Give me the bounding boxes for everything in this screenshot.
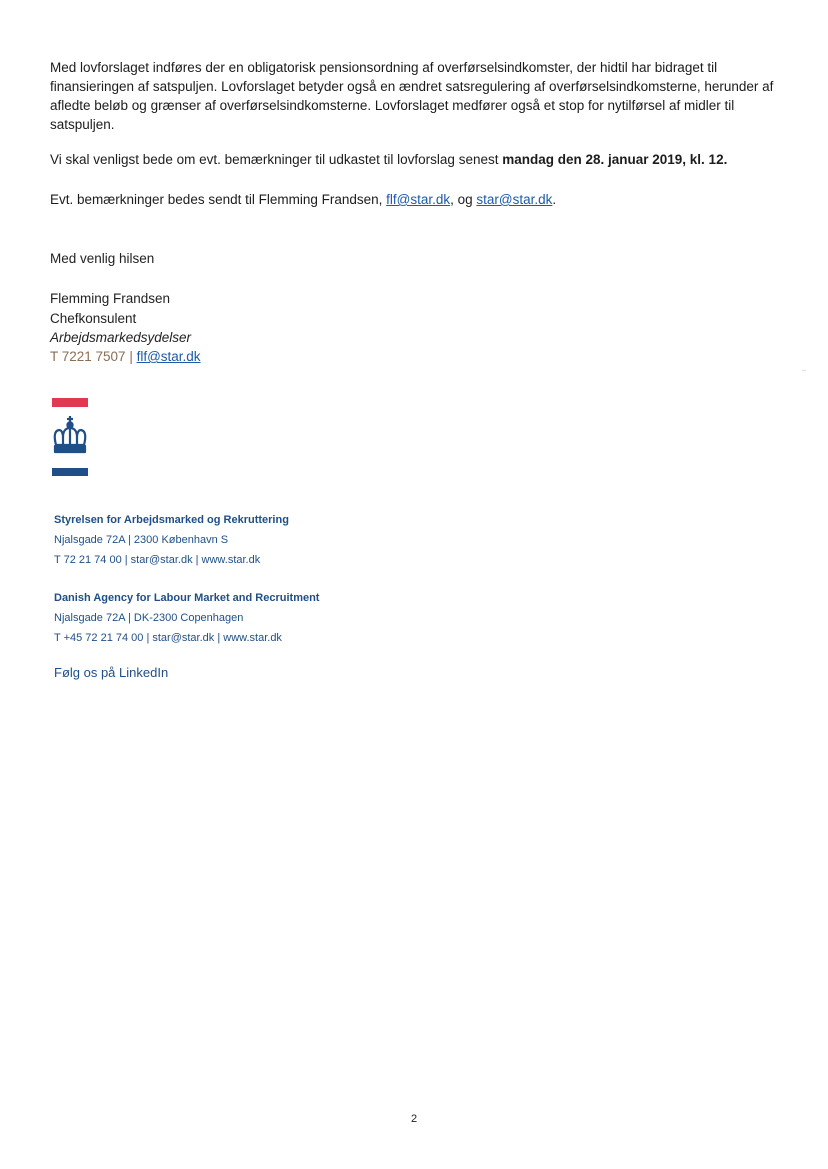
logo-red-bar	[52, 398, 88, 407]
signature-department: Arbejdsmarkedsydelser	[50, 330, 192, 345]
agency-name-danish: Styrelsen for Arbejdsmarked og Rekruttering	[54, 514, 289, 526]
signature-name: Flemming Frandsen	[50, 291, 171, 306]
agency-contact-danish: T 72 21 74 00 | star@star.dk | www.star.dk	[54, 554, 261, 566]
page-number: 2	[410, 1113, 418, 1125]
signature-email-link[interactable]: flf@star.dk	[136, 349, 201, 364]
body-paragraph-deadline	[50, 150, 790, 169]
signature-title: Chefkonsulent	[50, 311, 137, 326]
body-paragraph-1: Med lovforslaget indføres der en obligatorisk pensionsordning af overførselsindkomster, der hidtil har bidraget til finansieringen af satspuljen. Lovforslaget betyder også en ændret satsregulering af overførselsindkomsterne, herunder af afledte beløb og grænser af overførselsindkomsterne. Lovforslaget medfører også et stop for nytilførsel af midler til satspuljen.	[50, 60, 774, 132]
signature-phone: T 7221 7507 |	[50, 349, 137, 364]
agency-name-english: Danish Agency for Labour Market and Recruitment	[54, 592, 320, 604]
scan-artifact	[802, 370, 806, 371]
contact-text: Evt. bemærkninger bedes sendt til Flemming Frandsen,	[50, 192, 387, 207]
deadline-text: Vi skal venligst bede om evt. bemærkninger til udkastet til lovforslag senest	[50, 152, 503, 167]
email-link-star[interactable]: star@star.dk	[476, 192, 553, 207]
deadline-date: mandag den 28. januar 2019, kl. 12.	[502, 152, 728, 167]
linkedin-link[interactable]: Følg os på LinkedIn	[54, 665, 169, 680]
email-link-flf[interactable]: flf@star.dk	[386, 192, 451, 207]
crown-icon	[50, 415, 90, 455]
agency-address-danish: Njalsgade 72A | 2300 København S	[54, 534, 229, 546]
signature-contact	[50, 349, 201, 364]
closing-greeting: Med venlig hilsen	[50, 251, 155, 266]
agency-contact-english: T +45 72 21 74 00 | star@star.dk | www.star.dk	[54, 632, 282, 644]
agency-address-english: Njalsgade 72A | DK-2300 Copenhagen	[54, 612, 244, 624]
contact-separator: , og	[450, 192, 477, 207]
contact-suffix: .	[552, 192, 557, 207]
logo-blue-bar	[52, 468, 88, 476]
body-paragraph-contact	[50, 190, 790, 209]
